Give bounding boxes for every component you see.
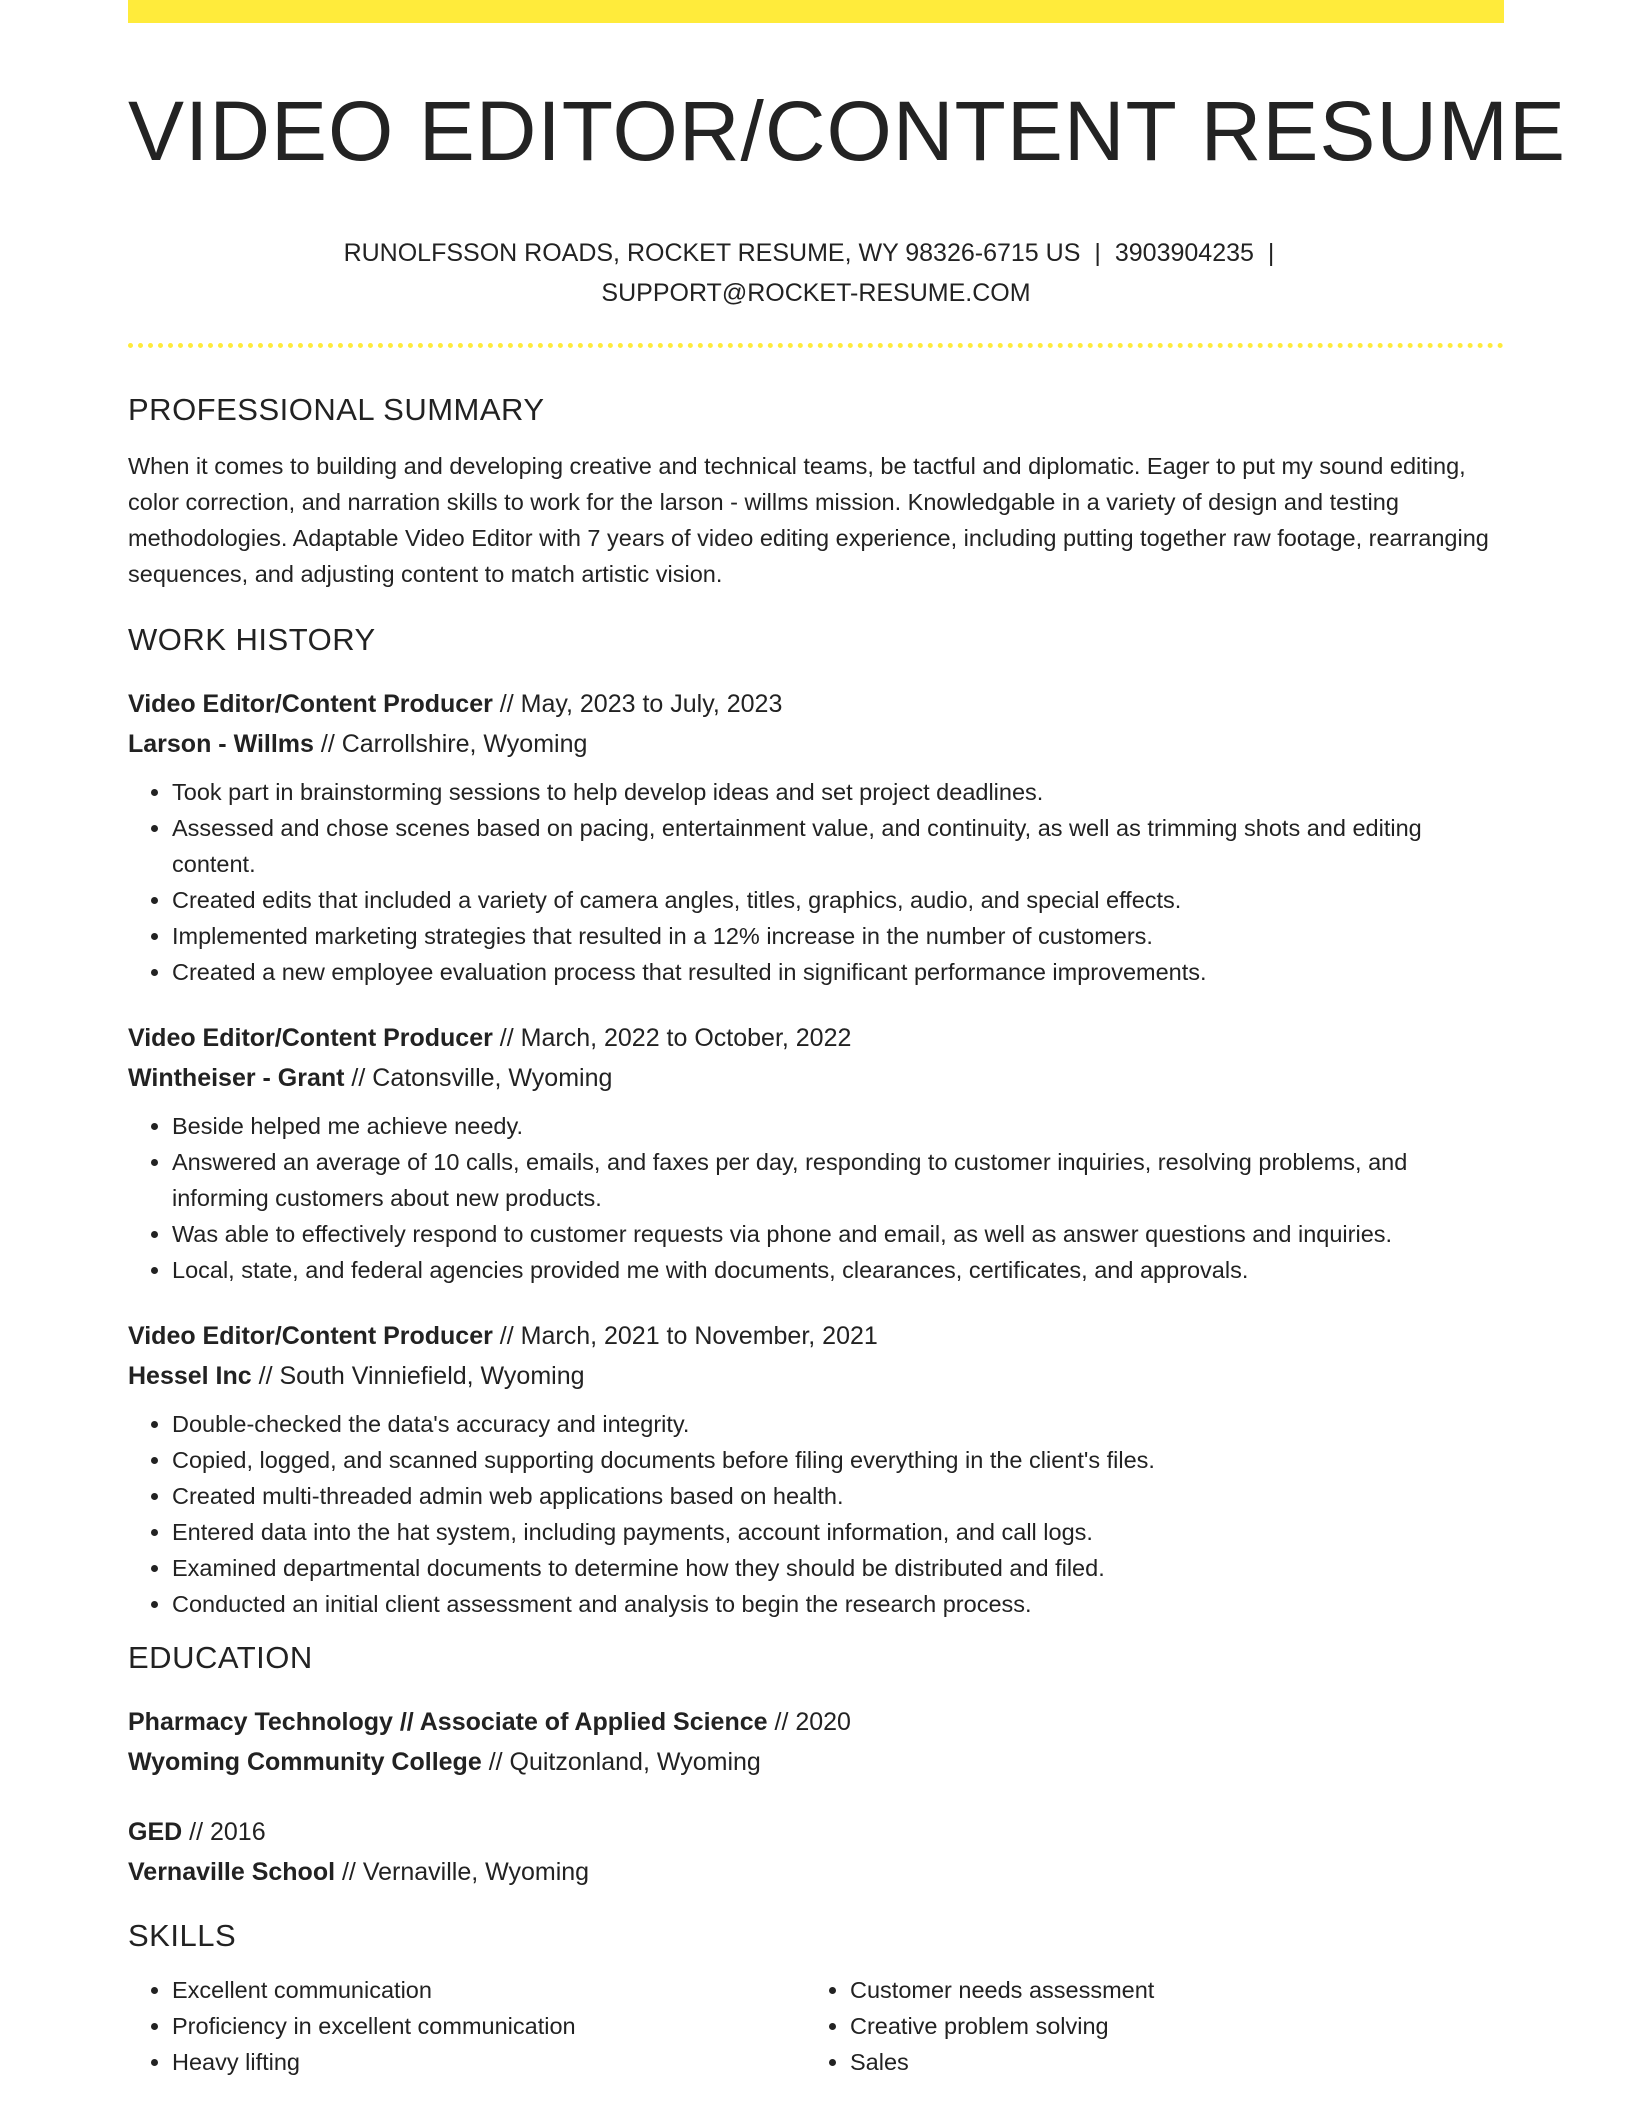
job-title: Video Editor/Content Producer (128, 690, 493, 719)
job-bullets (128, 774, 1504, 990)
job-entry (128, 1316, 1504, 1622)
summary-text: When it comes to building and developing creative and technical teams, be tactful and diplomatic. Eager to put my sound editing, color correction, and narration skills to work for the larson - willms mission. Knowledgable in a variety of design and testing methodologies. Adaptable Video Editor with 7 years of video editing experience, including putting together raw footage, rearranging sequences, and adjusting content to match artistic vision. (128, 453, 1489, 588)
list-item: • Beside helped me achieve needy. (172, 1108, 1504, 1144)
separator: | (1094, 239, 1101, 268)
list-item: • Local, state, and federal agencies provided me with documents, clearances, certificates, and approvals. (172, 1252, 1504, 1288)
list-item: • Took part in brainstorming sessions to help develop ideas and set project deadlines. (172, 774, 1504, 810)
page-title: VIDEO EDITOR/CONTENT RESUME (128, 84, 1567, 178)
resume-page (128, 0, 1567, 2112)
email: SUPPORT@ROCKET-RESUME.COM (601, 279, 1031, 308)
company-name: Larson - Willms (128, 730, 314, 759)
list-item: • Answered an average of 10 calls, emails, and faxes per day, responding to customer inquiries, resolving problems, and informing customers about new products. (172, 1144, 1504, 1216)
list-item: • Created edits that included a variety of camera angles, titles, graphics, audio, and special effects. (172, 882, 1504, 918)
list-item: • Copied, logged, and scanned supporting documents before filing everything in the client's files. (172, 1442, 1504, 1478)
list-item: • Was able to effectively respond to customer requests via phone and email, as well as answer questions and inquiries. (172, 1216, 1504, 1252)
list-item: • Implemented marketing strategies that resulted in a 12% increase in the number of customers. (172, 918, 1504, 954)
education-entry (128, 1812, 1504, 1892)
job-bullets (128, 1406, 1504, 1622)
skills-column-left (128, 1972, 806, 2080)
list-item: • Created a new employee evaluation process that resulted in significant performance improvements. (172, 954, 1504, 990)
job-location: // South Vinniefield, Wyoming (258, 1362, 585, 1391)
degree: GED (128, 1818, 183, 1847)
accent-bar (128, 0, 1504, 23)
job-bullets (128, 1108, 1504, 1288)
skill-item: • Sales (850, 2044, 1484, 2080)
job-entry (128, 684, 1504, 990)
skill-item: • Excellent communication (172, 1972, 806, 2008)
skills-heading: SKILLS (128, 1918, 237, 1954)
school-location: // Vernaville, Wyoming (341, 1858, 590, 1887)
list-item: • Conducted an initial client assessment and analysis to begin the research process. (172, 1586, 1504, 1622)
company-name: Hessel Inc (128, 1362, 252, 1391)
education-entry (128, 1702, 1504, 1782)
job-dates: // March, 2022 to October, 2022 (499, 1024, 852, 1053)
school-name: Vernaville School (128, 1858, 336, 1887)
list-item: • Entered data into the hat system, including payments, account information, and call logs. (172, 1514, 1504, 1550)
degree: Pharmacy Technology // Associate of Applied Science (128, 1708, 768, 1737)
skill-item: • Proficiency in excellent communication (172, 2008, 806, 2044)
skill-item: • Creative problem solving (850, 2008, 1484, 2044)
contact-info (326, 233, 1306, 313)
graduation-year: // 2016 (189, 1818, 266, 1847)
skills-list (128, 1972, 1504, 2080)
company-name: Wintheiser - Grant (128, 1064, 345, 1093)
job-location: // Carrollshire, Wyoming (320, 730, 588, 759)
separator: | (1267, 239, 1275, 268)
job-entry (128, 1018, 1504, 1288)
job-dates: // March, 2021 to November, 2021 (499, 1322, 878, 1351)
list-item: • Examined departmental documents to determine how they should be distributed and filed. (172, 1550, 1504, 1586)
job-location: // Catonsville, Wyoming (351, 1064, 613, 1093)
phone: 3903904235 (1114, 239, 1254, 268)
address: RUNOLFSSON ROADS, ROCKET RESUME, WY 98326-6715 US (343, 239, 1081, 268)
job-title: Video Editor/Content Producer (128, 1322, 493, 1351)
skill-item: • Customer needs assessment (850, 1972, 1484, 2008)
job-dates: // May, 2023 to July, 2023 (499, 690, 783, 719)
job-title: Video Editor/Content Producer (128, 1024, 493, 1053)
dotted-divider (128, 343, 1504, 348)
skill-item: • Heavy lifting (172, 2044, 806, 2080)
school-location: // Quitzonland, Wyoming (488, 1748, 761, 1777)
summary-heading: PROFESSIONAL SUMMARY (128, 392, 545, 428)
graduation-year: // 2020 (774, 1708, 851, 1737)
list-item: • Created multi-threaded admin web applications based on health. (172, 1478, 1504, 1514)
list-item: • Assessed and chose scenes based on pacing, entertainment value, and continuity, as well as trimming shots and editing content. (172, 810, 1504, 882)
skills-column-right (806, 1972, 1484, 2080)
list-item: • Double-checked the data's accuracy and integrity. (172, 1406, 1504, 1442)
education-heading: EDUCATION (128, 1640, 313, 1676)
school-name: Wyoming Community College (128, 1748, 482, 1777)
work-history-heading: WORK HISTORY (128, 622, 376, 658)
